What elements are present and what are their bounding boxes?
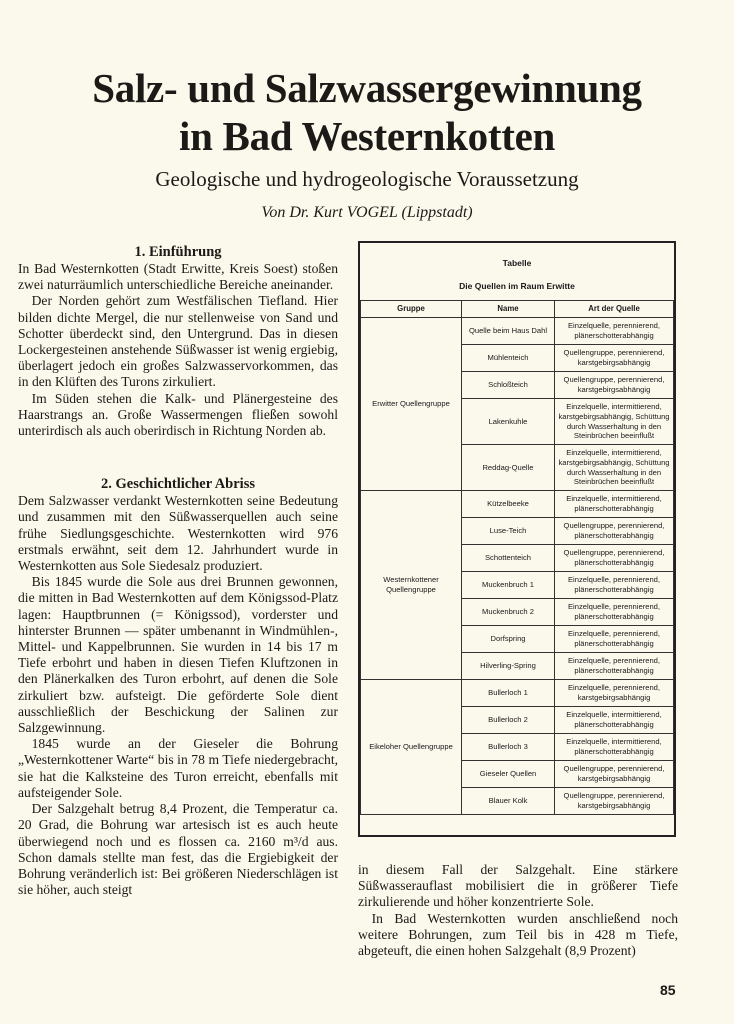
spring-type: Einzelquelle, perennierend, karstgebirgsabhängig xyxy=(555,680,674,707)
spring-type: Einzelquelle, perennierend, plänerschotterabhängig xyxy=(555,599,674,626)
spring-type: Einzelquelle, intermittierend, plänerschotterabhängig xyxy=(555,491,674,518)
spring-name: Muckenbruch 1 xyxy=(462,572,555,599)
paragraph: Dem Salzwasser verdankt Westernkotten seine Bedeutung und zusammen mit den Süßwasserquellen auch seine frühe Siedlungsgeschichte. Westernkotten wird 976 erstmals erwähnt, seit dem 12. Jahrhundert wurde in Westernkotten aus Sole Siedesalz produziert. xyxy=(18,493,338,574)
springs-table xyxy=(358,241,676,837)
spring-name: Lakenkuhle xyxy=(462,399,555,445)
spring-name: Dorfspring xyxy=(462,626,555,653)
spring-name: Gieseler Quellen xyxy=(462,761,555,788)
paragraph: in diesem Fall der Salzgehalt. Eine stärkere Süßwasserauflast mobilisiert die in größerer Tiefe zirkulierende und höher konzentrierte Sole. xyxy=(358,862,678,910)
group-name: Westernkottener Quellengruppe xyxy=(361,491,462,680)
article-title-line-2: in Bad Westernkotten xyxy=(179,113,555,159)
spring-name: Blauer Kolk xyxy=(462,788,555,815)
article-subtitle: Geologische und hydrogeologische Voraussetzung xyxy=(155,167,579,191)
spring-name: Bullerloch 3 xyxy=(462,734,555,761)
spring-type: Einzelquelle, intermittierend, plänerschotterabhängig xyxy=(555,707,674,734)
section-1-heading: 1. Einführung xyxy=(134,244,222,260)
spring-name: Mühlenteich xyxy=(462,345,555,372)
paragraph: In Bad Westernkotten wurden anschließend noch weitere Bohrungen, zum Teil bis in 428 m Tiefe, abgeteuft, die einen hohen Salzgehalt (8,9 Prozent) xyxy=(358,910,678,959)
left-column xyxy=(18,243,338,898)
paragraph: Der Norden gehört zum Westfälischen Tiefland. Hier bilden dichte Mergel, die nur stellenweise von Sand und Schotter überdeckt sind, den Untergrund. Das in diesen Lockergesteinen anstehende Süßwasser ist wenig ergiebig, überlagert jedoch ein großes Salzwasservorkommen, das in den Klüften des Turons zirkuliert. xyxy=(18,293,338,390)
spring-type: Einzelquelle, perennierend, plänerschotterabhängig xyxy=(555,318,674,345)
spring-name: Bullerloch 2 xyxy=(462,707,555,734)
spring-name: Schottenteich xyxy=(462,545,555,572)
spring-type: Quellengruppe, perennierend, karstgebirgsabhängig xyxy=(555,372,674,399)
springs-table-grid xyxy=(360,300,674,815)
spring-name: Muckenbruch 2 xyxy=(462,599,555,626)
group-name: Erwitter Quellengruppe xyxy=(361,318,462,491)
spring-type: Quellengruppe, perennierend, plänerschotterabhängig xyxy=(555,518,674,545)
spring-type: Quellengruppe, perennierend, plänerschotterabhängig xyxy=(555,545,674,572)
spring-type: Einzelquelle, perennierend, plänerschotterabhängig xyxy=(555,626,674,653)
table-row xyxy=(361,680,674,707)
column-header: Art der Quelle xyxy=(555,301,674,318)
column-header: Gruppe xyxy=(361,301,462,318)
paragraph: 1845 wurde an der Gieseler die Bohrung „Westernkottener Warte“ bis in 78 m Tiefe niedergebracht, sie hat die Kalksteine des Turon erreicht, ebenfalls mit aufsteigender Sole. xyxy=(18,736,338,800)
spring-type: Quellengruppe, perennierend, karstgebirgsabhängig xyxy=(555,761,674,788)
table-row xyxy=(361,491,674,518)
spring-name: Luse-Teich xyxy=(462,518,555,545)
paragraph: Im Süden stehen die Kalk- und Plänergesteine des Haarstrangs an. Große Wassermengen fließen sowohl unterirdisch als auch oberirdisch in Richtung Norden ab. xyxy=(18,390,338,439)
spring-type: Einzelquelle, perennierend, plänerschotterabhängig xyxy=(555,572,674,599)
spring-name: Kützelbeeke xyxy=(462,491,555,518)
spring-name: Schloßteich xyxy=(462,372,555,399)
spring-type: Einzelquelle, intermittierend, karstgebirgsabhängig, Schüttung durch Wasserhaltung in den Steinbrüchen beeinflußt xyxy=(555,399,674,445)
section-2-heading: 2. Geschichtlicher Abriss xyxy=(101,476,255,493)
table-row xyxy=(361,318,674,345)
table-label: Tabelle xyxy=(502,258,532,268)
spring-name: Reddag-Quelle xyxy=(462,445,555,491)
table-header-row xyxy=(361,301,674,318)
spring-type: Quellengruppe, perennierend, karstgebirgsabhängig xyxy=(555,788,674,815)
table-caption: Die Quellen im Raum Erwitte xyxy=(459,281,575,291)
spring-name: Quelle beim Haus Dahl xyxy=(462,318,555,345)
spring-type: Einzelquelle, perennierend, plänerschotterabhängig xyxy=(555,653,674,680)
spring-type: Einzelquelle, intermittierend, plänerschotterabhängig xyxy=(555,734,674,761)
right-column-bottom xyxy=(358,862,678,959)
column-header: Name xyxy=(462,301,555,318)
paragraph: Bis 1845 wurde die Sole aus drei Brunnen gewonnen, die mitten in Bad Westernkotten auf dem Königssod-Platz lagen: Hauptbrunnen (= Königssod), vorderster und hinterster Brunnen — später umbenannt in Windmühlen-, Mittel- und Kappelbrunnen. Sie wurden in 14 bis 17 m Tiefe erbohrt und haben in diesen Tiefen Kluftzonen in den Plänerkalken des Turon erbohrt, auf denen die Sole zirkuliert bzw. aufsteigt. Die geförderte Sole dient ausschließlich der Beschickung der Salinen zur Salzgewinnung. xyxy=(18,574,338,736)
article-author: Von Dr. Kurt VOGEL (Lippstadt) xyxy=(261,204,473,221)
spring-type: Einzelquelle, intermittierend, karstgebirgsabhängig, Schüttung durch Wasserhaltung in den Steinbrüchen beeinflußt xyxy=(555,445,674,491)
group-name: Eikeloher Quellengruppe xyxy=(361,680,462,815)
paragraph: In Bad Westernkotten (Stadt Erwitte, Kreis Soest) stoßen zwei naturräumlich unterschiedliche Bereiche aneinander. xyxy=(18,261,338,293)
page-number: 85 xyxy=(660,982,676,998)
article-title-line-1: Salz- und Salzwassergewinnung xyxy=(92,65,642,111)
spring-type: Quellengruppe, perennierend, karstgebirgsabhängig xyxy=(555,345,674,372)
spring-name: Bullerloch 1 xyxy=(462,680,555,707)
section-spacer xyxy=(18,439,338,475)
spring-name: Hilverling-Spring xyxy=(462,653,555,680)
paragraph: Der Salzgehalt betrug 8,4 Prozent, die Temperatur ca. 20 Grad, die Bohrung war artesisch ist es auch heute überwiegend noch und es flossen ca. 2160 m³/d aus. Schon damals stellte man fest, das die Ergiebigkeit der Bohrung veränderlich ist: Bei größeren Niederschlägen ist sie höher, auch steigt xyxy=(18,801,338,898)
